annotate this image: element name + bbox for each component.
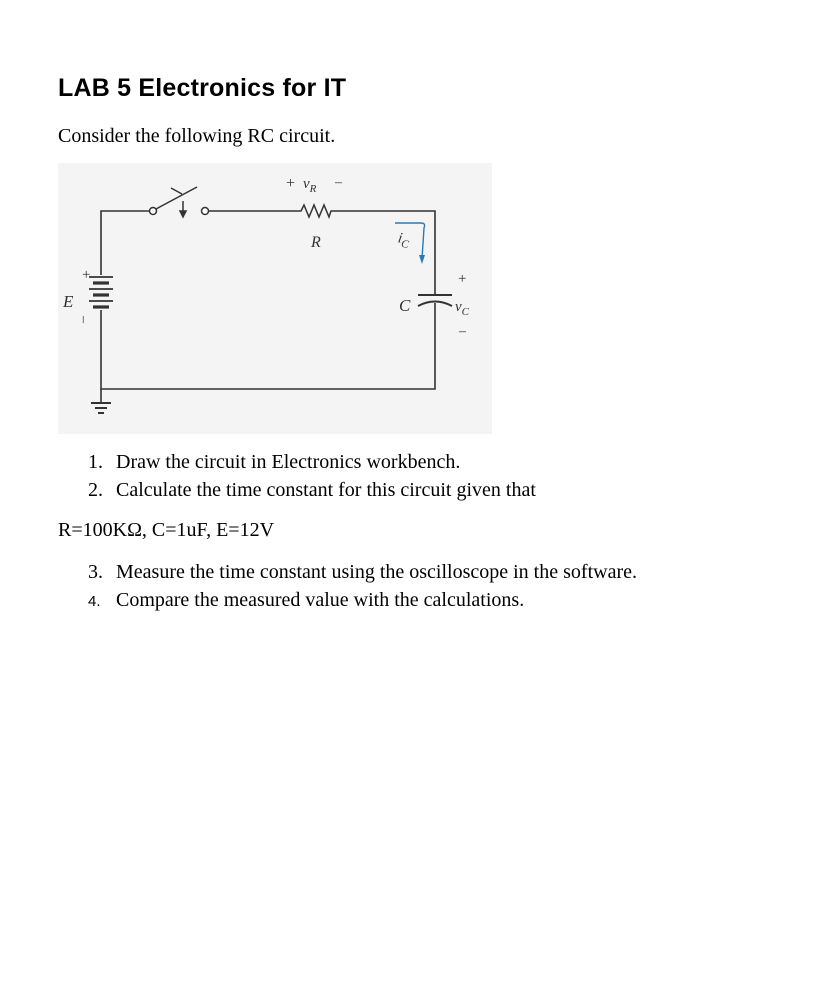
vr-label: $v_R$ bbox=[303, 176, 317, 195]
list-item bbox=[88, 589, 524, 612]
source-minus-sign: – bbox=[76, 316, 91, 323]
vr-minus-sign: – bbox=[335, 175, 342, 190]
resistor-label: R bbox=[311, 234, 321, 251]
list-item-text: Calculate the time constant for this circuit given that bbox=[116, 479, 536, 501]
list-item-number: 2. bbox=[88, 479, 103, 501]
list-item-number: 4. bbox=[88, 593, 101, 610]
intro-text: Consider the following RC circuit. bbox=[58, 125, 336, 147]
given-values: R=100KΩ, C=1uF, E=12V bbox=[58, 519, 275, 541]
list-item-number: 1. bbox=[88, 451, 103, 473]
list-item bbox=[88, 561, 637, 584]
list-item-number: 3. bbox=[88, 561, 103, 583]
vc-minus-sign: – bbox=[459, 324, 466, 339]
source-plus-sign: + bbox=[82, 267, 91, 283]
figure-background bbox=[58, 163, 492, 434]
vc-plus-sign: + bbox=[458, 271, 467, 287]
ic-label: $i_C$ bbox=[396, 230, 410, 251]
capacitor-label: C bbox=[399, 296, 411, 315]
rc-circuit-figure bbox=[58, 163, 492, 434]
source-label: E bbox=[63, 292, 74, 311]
list-item-text: Compare the measured value with the calculations. bbox=[116, 589, 525, 611]
page-title: LAB 5 Electronics for IT bbox=[58, 74, 347, 102]
list-item bbox=[88, 451, 460, 474]
list-item-text: Measure the time constant using the oscilloscope in the software. bbox=[116, 561, 637, 583]
list-item-text: Draw the circuit in Electronics workbench. bbox=[116, 451, 461, 473]
vc-label: $v_C$ bbox=[455, 299, 470, 318]
list-item bbox=[88, 479, 536, 502]
vr-plus-sign: + bbox=[286, 175, 296, 192]
